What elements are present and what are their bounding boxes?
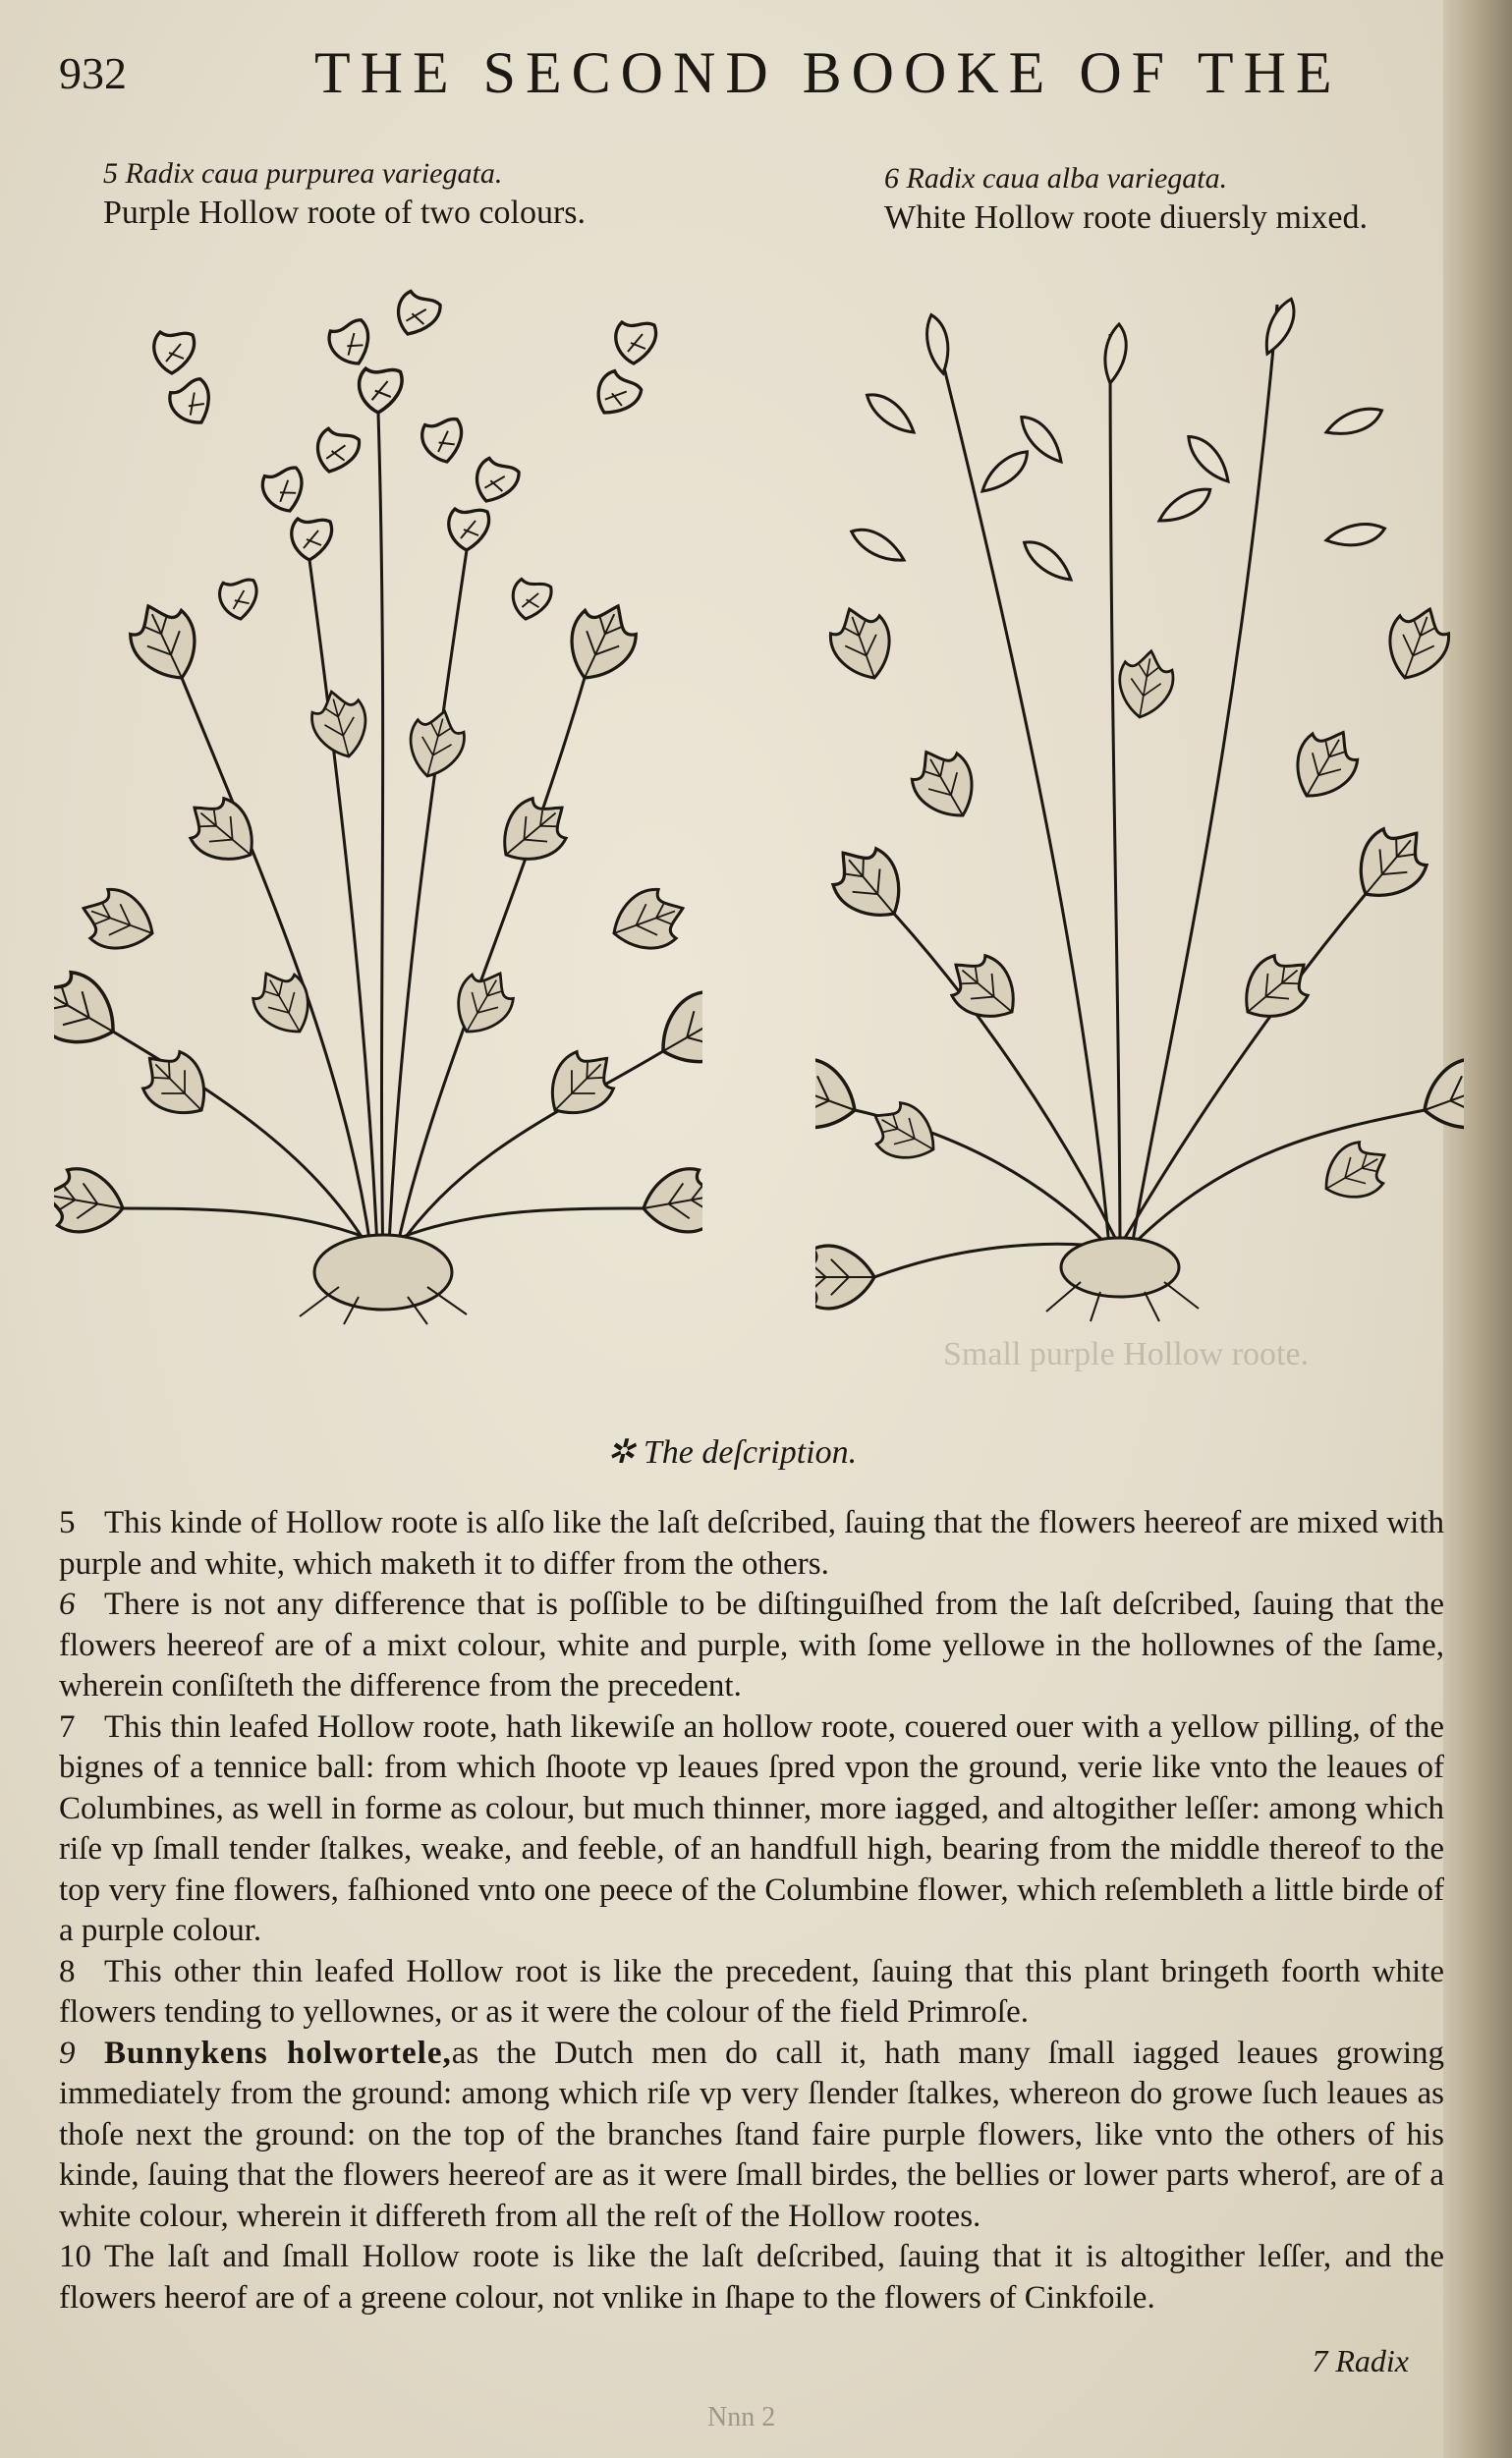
- paragraph-number: 8: [59, 1953, 76, 1989]
- paragraph-number: 6: [59, 1587, 76, 1622]
- paragraph-8: [59, 1952, 1444, 2034]
- paragraph-text: This kinde of Hollow roote is alſo like the laſt deſcribed, ſauing that the flowers heereof are mixed with purple and white, which maketh it to differ from the others.: [59, 1505, 1444, 1582]
- paragraph-number: 10: [59, 2239, 91, 2274]
- catchword: 7 Radix: [1312, 2343, 1409, 2378]
- paragraph-text: The laſt and ſmall Hollow roote is like the laſt deſcribed, ſauing that it is altogither leſſer, and the flowers heerof are of a greene colour, not vnlike in ſhape to the flowers of Cinkfoile.: [59, 2239, 1444, 2316]
- page-number: 932: [59, 48, 127, 98]
- paragraph-text: There is not any difference that is poſſible to be diſtinguiſhed from the laſt deſcribed, ſauing that the flowers heereof are of a mixt colour, white and purple, with ſome yellowe in the hollownes of the ſame, wherein conſiſteth the difference from the precedent.: [59, 1587, 1444, 1704]
- running-title: THE SECOND BOOKE OF THE: [314, 40, 1342, 105]
- latin-name: 6 Radix caua alba variegata.: [884, 162, 1228, 195]
- paragraph-7: [59, 1707, 1444, 1952]
- paragraph-10: [59, 2237, 1444, 2318]
- latin-name: 5 Radix caua purpurea variegata.: [103, 157, 503, 190]
- signature-mark: Nnn 2: [707, 2402, 776, 2432]
- page-header: [59, 39, 1434, 118]
- paragraph-text: as the Dutch men do call it, hath many ſmall iagged leaues growing immediately from the ground: among which riſe vp very ſlender ſtalkes, whereon do growe ſuch leaues as thoſe next the ground: on the top of the branches ſtand faire purple flowers, like vnto the others of his kinde, ſauing that the flowers heereof are as it were ſmall birdes, the bellies or lower parts wherof, are of a white colour, wherein it differeth from all the reſt of the Hollow rootes.: [59, 2035, 1445, 2234]
- english-name: Purple Hollow roote of two colours.: [103, 195, 587, 231]
- plant-illustration-purple-hollow-root: [54, 265, 702, 1326]
- english-name: White Hollow roote diuersly mixed.: [884, 199, 1368, 236]
- show-through-text: Small purple Hollow roote.: [943, 1336, 1310, 1372]
- paragraph-9: [59, 2034, 1444, 2238]
- paragraph-number: 7: [59, 1708, 76, 1745]
- paragraph-text: This other thin leafed Hollow root is like the precedent, ſauing that this plant bringeth foorth white flowers tending to yellownes, or as it were the colour of the field Primroſe.: [59, 1953, 1444, 2030]
- figure-caption-5: [103, 157, 712, 232]
- paragraph-text: This thin leafed Hollow roote, hath likewiſe an hollow roote, couered ouer with a yellow pilling, of the bignes of a tennice ball: from which ſhoote vp leaues ſpred vpon the ground, verie like vnto the leaues of Columbines, as well in forme as colour, but much thinner, more iagged, and altogither leſſer: among which riſe vp ſmall tender ſtalkes, weake, and feeble, of an handfull high, bearing from the middle thereof to the top very fine flowers, faſhioned vnto one peece of the Columbine flower, which reſembleth a little birde of a purple colour.: [59, 1708, 1444, 1948]
- plant-illustration-white-hollow-root: [815, 265, 1464, 1326]
- description-heading: ✲ The deſcription.: [606, 1434, 858, 1471]
- paragraph-number: 5: [59, 1505, 76, 1540]
- dutch-name-blackletter: Bunnykens holwortele,: [104, 2035, 452, 2071]
- figure-caption-6: [884, 162, 1474, 237]
- description-body: [59, 1503, 1444, 2318]
- paragraph-5: [59, 1503, 1444, 1585]
- paragraph-6: [59, 1585, 1444, 1707]
- paragraph-number: 9: [59, 2035, 76, 2071]
